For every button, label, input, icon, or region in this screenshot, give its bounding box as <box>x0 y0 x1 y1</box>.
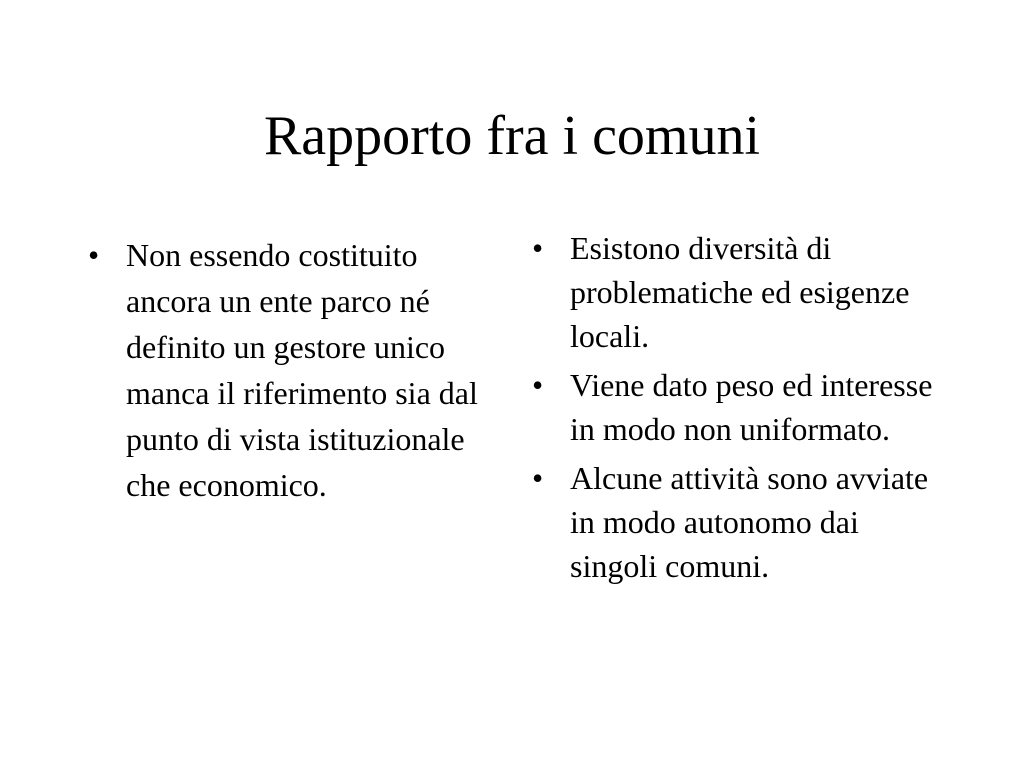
bullet-item <box>528 226 938 358</box>
bullet-item <box>528 456 938 588</box>
bullet-text: Non essendo costituito ancora un ente parco né definito un gestore unico manca il riferimento sia dal punto di vista istituzionale che economico. <box>126 237 478 503</box>
bullet-icon: • <box>532 367 544 403</box>
bullet-text: Alcune attività sono avviate in modo autonomo dai singoli comuni. <box>570 460 929 584</box>
bullet-icon: • <box>532 460 544 496</box>
bullet-item <box>528 363 938 451</box>
bullet-item <box>84 232 494 508</box>
bullet-icon: • <box>532 230 544 266</box>
bullet-text: Esistono diversità di problematiche ed esigenze locali. <box>570 230 910 354</box>
right-column <box>528 226 938 593</box>
bullet-text: Viene dato peso ed interesse in modo non uniformato. <box>570 367 933 447</box>
left-column <box>84 232 494 508</box>
slide-title: Rapporto fra i comuni <box>263 105 761 167</box>
bullet-icon: • <box>88 237 100 273</box>
